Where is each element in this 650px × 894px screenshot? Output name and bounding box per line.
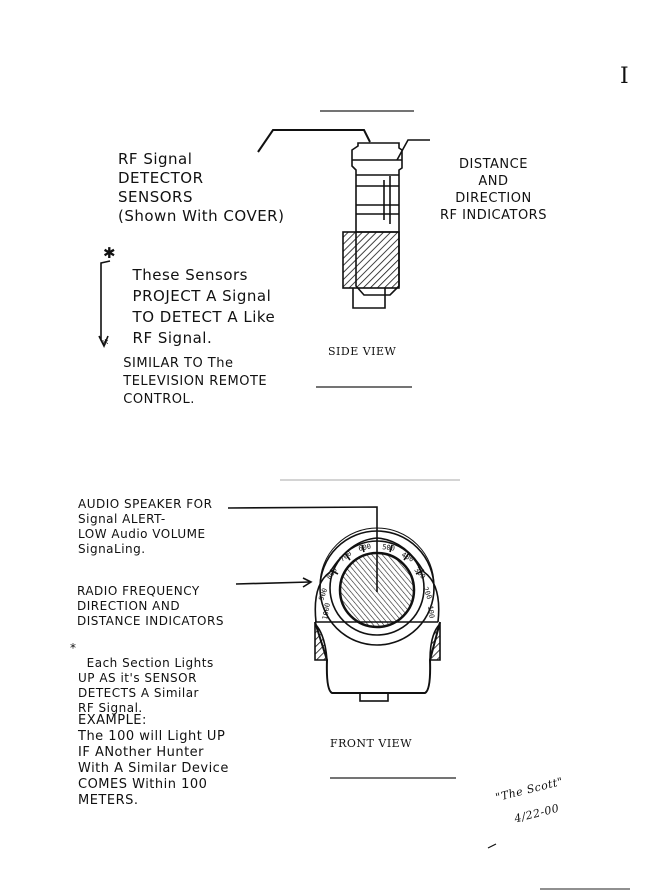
dial-label-1000: 1000: [321, 602, 332, 621]
asterisk-icon: *: [102, 338, 109, 353]
dial-label-600: 600: [357, 542, 372, 553]
dial-label-300: 300: [412, 565, 427, 581]
section-note: [70, 641, 214, 716]
page-number: I: [620, 64, 630, 89]
side-note-sensors: [103, 244, 276, 349]
signature-name: "The Scott": [494, 774, 565, 805]
side-note-sensors-text: These Sensors PROJECT A Signal TO DETECT A Like RF Signal.: [132, 266, 276, 347]
dial-label-400: 400: [400, 550, 415, 564]
dial-label-800: 800: [325, 566, 339, 582]
side-note-similar: [104, 337, 267, 409]
speaker-label: AUDIO SPEAKER FOR Signal ALERT- LOW Audio VOLUME SignaLing.: [78, 497, 213, 556]
side-view-caption: SIDE VIEW: [328, 345, 397, 358]
dial-label-700: 700: [338, 549, 354, 564]
rf-indicator-label: RADIO FREQUENCY DIRECTION AND DISTANCE INDICATORS: [77, 584, 224, 628]
asterisk-icon: *: [70, 641, 77, 655]
dial-label-100: 100: [426, 605, 436, 619]
rf-leader-line: [236, 582, 310, 584]
dial-label-200: 200: [421, 585, 434, 601]
side-note-similar-text: SIMILAR TO The TELEVISION REMOTE CONTROL.: [123, 356, 268, 407]
note-bracket: [101, 261, 110, 345]
example-note: EXAMPLE: The 100 will Light UP IF ANother Hunter With A Similar Device COMES Within 100 METERS.: [78, 713, 229, 808]
sensor-label: RF Signal DETECTOR SENSORS (Shown With COVER): [118, 150, 285, 225]
section-note-text: Each Section Lights UP AS it's SENSOR DETECTS A Similar RF Signal.: [78, 656, 214, 715]
front-view-caption: FRONT VIEW: [330, 737, 413, 750]
signature-mark: [488, 844, 496, 848]
asterisk-icon: ✱: [103, 244, 117, 262]
dial-label-500: 500: [381, 543, 396, 553]
dial-label-900: 900: [317, 587, 330, 602]
indicator-label: DISTANCE AND DIRECTION RF INDICATORS: [440, 157, 547, 223]
signature-date: 4/22-00: [512, 801, 561, 826]
side-view-device: [343, 143, 402, 308]
